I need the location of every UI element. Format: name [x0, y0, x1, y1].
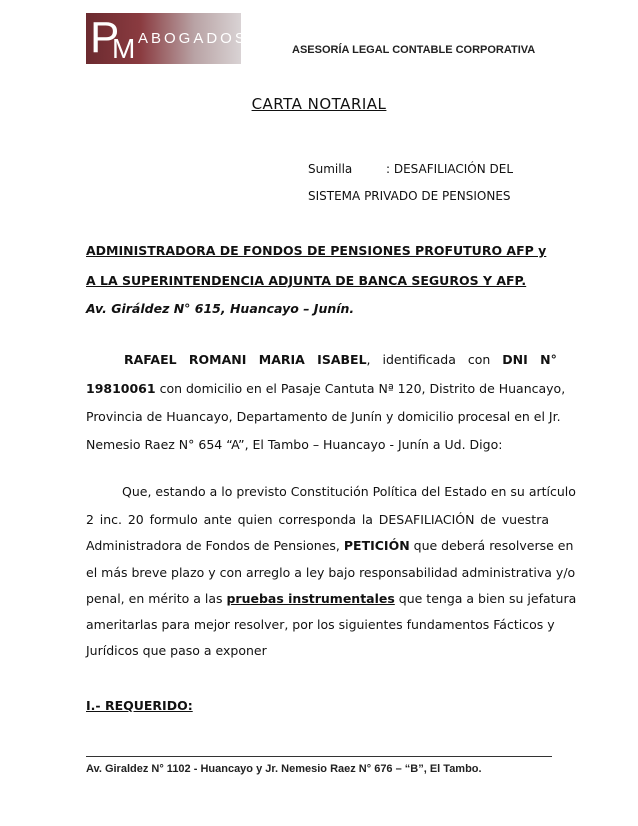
- logo-initial-p: P: [90, 13, 114, 62]
- sumilla-line-1: [308, 162, 514, 176]
- para2-line-5: penal, en mérito a las pruebas instrumentales que tenga a bien su jefatura: [86, 591, 577, 606]
- para2-line-1: Que, estando a lo previsto Constitución Política del Estado en su artículo: [122, 484, 576, 499]
- para1-line-4: Nemesio Raez N° 654 “A”, El Tambo – Huancayo - Junín a Ud. Digo:: [86, 437, 503, 452]
- footer-address: Av. Giraldez N° 1102 - Huancayo y Jr. Nemesio Raez N° 676 – “B”, El Tambo.: [86, 763, 482, 775]
- company-logo: [86, 13, 248, 64]
- footer-divider: [86, 756, 552, 757]
- para2-line-6: ameritarlas para mejor resolver, por los siguientes fundamentos Fácticos y: [86, 617, 555, 632]
- addressee-line-3: Av. Giráldez N° 615, Huancayo – Junín.: [86, 301, 355, 316]
- sumilla-value-1: : DESAFILIACIÓN DEL: [386, 162, 514, 176]
- para2-line-7: Jurídicos que paso a exponer: [86, 643, 267, 658]
- logo-word: ABOGADOS: [138, 30, 248, 47]
- para2-line-2: 2 inc. 20 formulo ante quien corresponda la DESAFILIACIÓN de vuestra: [86, 512, 549, 527]
- document-title: CARTA NOTARIAL: [251, 95, 387, 113]
- sumilla-value-2: SISTEMA PRIVADO DE PENSIONES: [308, 189, 511, 203]
- para1-line-1: RAFAEL ROMANI MARIA ISABEL, identificada con DNI N°: [124, 352, 557, 367]
- para2-line-3: Administradora de Fondos de Pensiones, PETICIÓN que deberá resolverse en: [86, 538, 574, 553]
- addressee-line-2: A LA SUPERINTENDENCIA ADJUNTA DE BANCA SEGUROS Y AFP.: [86, 273, 527, 288]
- sumilla-label: Sumilla: [308, 162, 353, 176]
- para2-line-4: el más breve plazo y con arreglo a ley bajo responsabilidad administrativa y/o: [86, 565, 576, 580]
- addressee-line-1: ADMINISTRADORA DE FONDOS DE PENSIONES PROFUTURO AFP y: [86, 243, 547, 258]
- section-heading: I.- REQUERIDO:: [86, 698, 193, 713]
- para1-line-2: 19810061 con domicilio en el Pasaje Cantuta Nª 120, Distrito de Huancayo,: [86, 381, 566, 396]
- para1-line-3: Provincia de Huancayo, Departamento de Junín y domicilio procesal en el Jr.: [86, 409, 561, 424]
- header-tagline: ASESORÍA LEGAL CONTABLE CORPORATIVA: [292, 44, 536, 56]
- logo-initial-m: M: [112, 33, 136, 64]
